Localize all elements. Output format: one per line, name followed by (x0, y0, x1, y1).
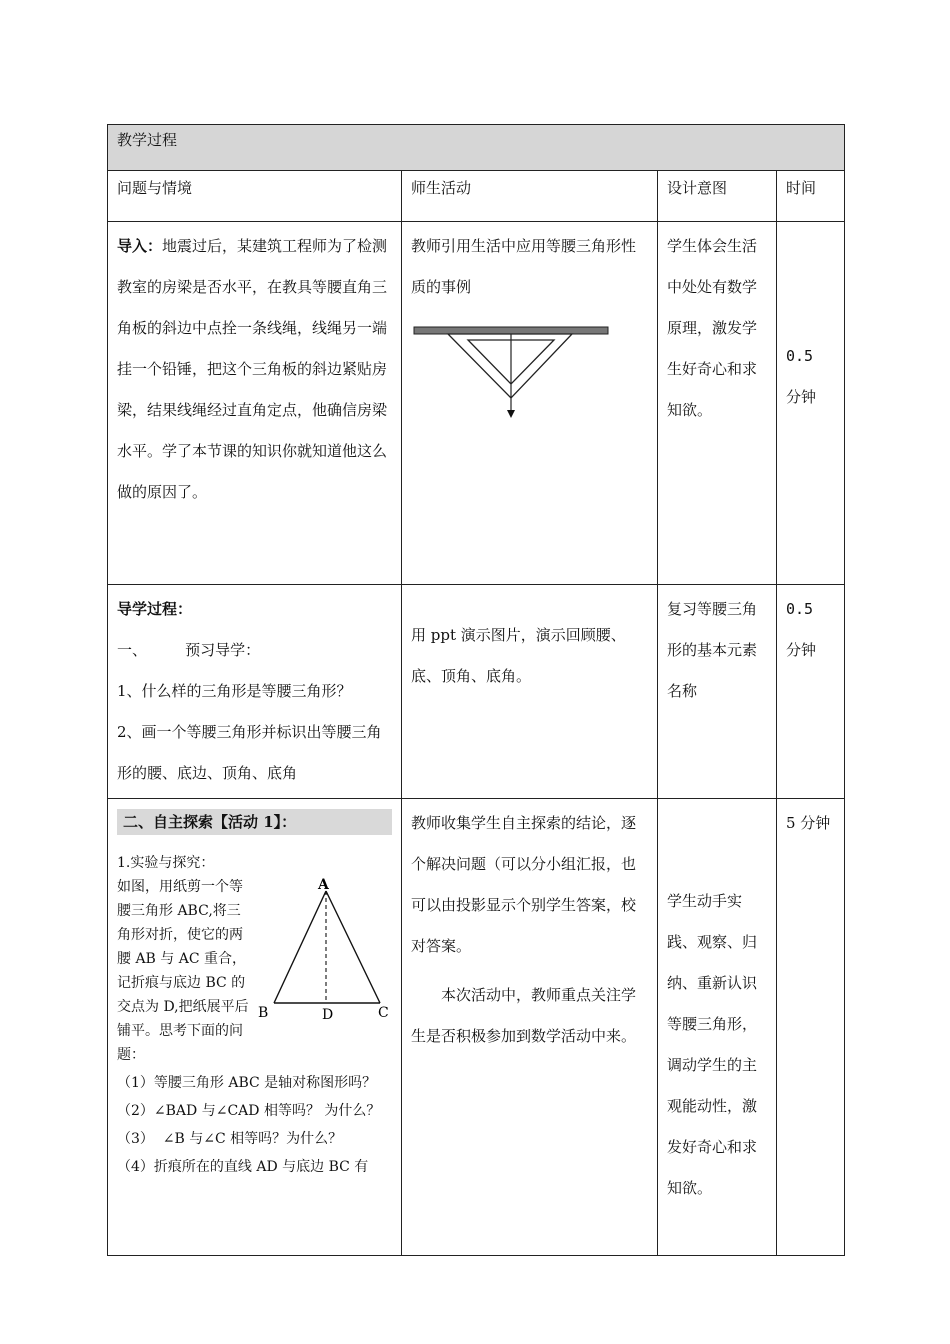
row1-intent-cell (658, 222, 777, 585)
guide-line3: 2、画一个等腰三角形并标识出等腰三角形的腰、底边、顶角、底角 (117, 723, 382, 782)
triangle-plumb-figure (408, 322, 648, 432)
row1-time-text: 0.5 分钟 (786, 347, 817, 406)
lesson-table-wrapper (107, 124, 844, 1256)
row1-activity-cell (402, 222, 658, 585)
row3-intent-text: 学生动手实践、观察、归纳、重新认识等腰三角形，调动学生的主观能动性，激发好奇心和求知欲。 (667, 892, 758, 1197)
row1-time-cell (777, 222, 845, 585)
question-2: （2）∠BAD 与∠CAD 相等吗？ 为什么？ (117, 1103, 381, 1119)
guide-title: 导学过程： (117, 600, 193, 618)
vertex-a-label: A (318, 877, 329, 893)
row3-activity-cell (402, 799, 658, 1256)
point-d-label: D (322, 1007, 334, 1023)
col-header-activity: 师生活动 (402, 171, 658, 222)
row3-intent-cell (658, 799, 777, 1256)
intro-text: 地震过后，某建筑工程师为了检测教室的房梁是否水平，在教具等腰直角三角板的斜边中点拴一条线绳，线绳另一端挂一个铅锤，把这个三角板的斜边紧贴房梁，结果线绳经过直角定点，他确信房梁水平。学了本节课的知识你就知道他这么做的原因了。 (117, 237, 388, 501)
row2-scenario-cell (108, 585, 402, 799)
row2-activity-cell (402, 585, 658, 799)
question-4: （4）折痕所在的直线 AD 与底边 BC 有 (117, 1159, 369, 1175)
row2-time-text: 0.5 分钟 (786, 600, 817, 659)
question-1: （1）等腰三角形 ABC 是轴对称图形吗？ (117, 1075, 377, 1091)
vertex-b-label: B (258, 1005, 269, 1021)
lesson-table (107, 124, 845, 1256)
row3-activity-p2: 本次活动中，教师重点关注学生是否积极参加到数学活动中来。 (411, 986, 637, 1045)
row3-time-text: 5 分钟 (786, 814, 831, 832)
row2-time-cell (777, 585, 845, 799)
row3-scenario-cell (108, 799, 402, 1256)
section-title: 教学过程 (108, 125, 845, 171)
explore-title: 二、自主探索【活动 1】： (117, 809, 392, 835)
explore-desc: 如图，用纸剪一个等腰三角形 ABC,将三角形对折，使它的两腰 AB 与 AC 重合，记折痕与底边 BC 的交点为 D,把纸展平后铺平。思考下面的问题： (117, 879, 249, 1063)
col-header-time: 时间 (777, 171, 845, 222)
row2-intent-text: 复习等腰三角形的基本元素名称 (667, 600, 758, 700)
row3-time-cell (777, 799, 845, 1256)
guide-line2: 1、什么样的三角形是等腰三角形？ (117, 682, 352, 700)
row1-intent-text: 学生体会生活中处处有数学原理，激发学生好奇心和求知欲。 (667, 237, 758, 419)
explore-sub: 1.实验与探究： (117, 855, 215, 871)
col-header-scenario: 问题与情境 (108, 171, 402, 222)
row1-activity-text: 教师引用生活中应用等腰三角形性质的事例 (411, 237, 637, 296)
row2-intent-cell (658, 585, 777, 799)
vertex-c-label: C (378, 1005, 389, 1021)
question-3: （3） ∠B 与∠C 相等吗？为什么？ (117, 1131, 343, 1147)
col-header-intent: 设计意图 (658, 171, 777, 222)
isosceles-triangle-figure (258, 875, 398, 1035)
row1-scenario-cell (108, 222, 402, 585)
row3-activity-p1: 教师收集学生自主探索的结论，逐个解决问题（可以分小组汇报，也可以由投影显示个别学生答案，校对答案。 (411, 814, 637, 955)
guide-line1: 一、 预习导学： (117, 641, 261, 659)
row2-activity-text: 用 ppt 演示图片，演示回顾腰、底、顶角、底角。 (411, 626, 626, 685)
intro-label: 导入： (117, 237, 163, 255)
